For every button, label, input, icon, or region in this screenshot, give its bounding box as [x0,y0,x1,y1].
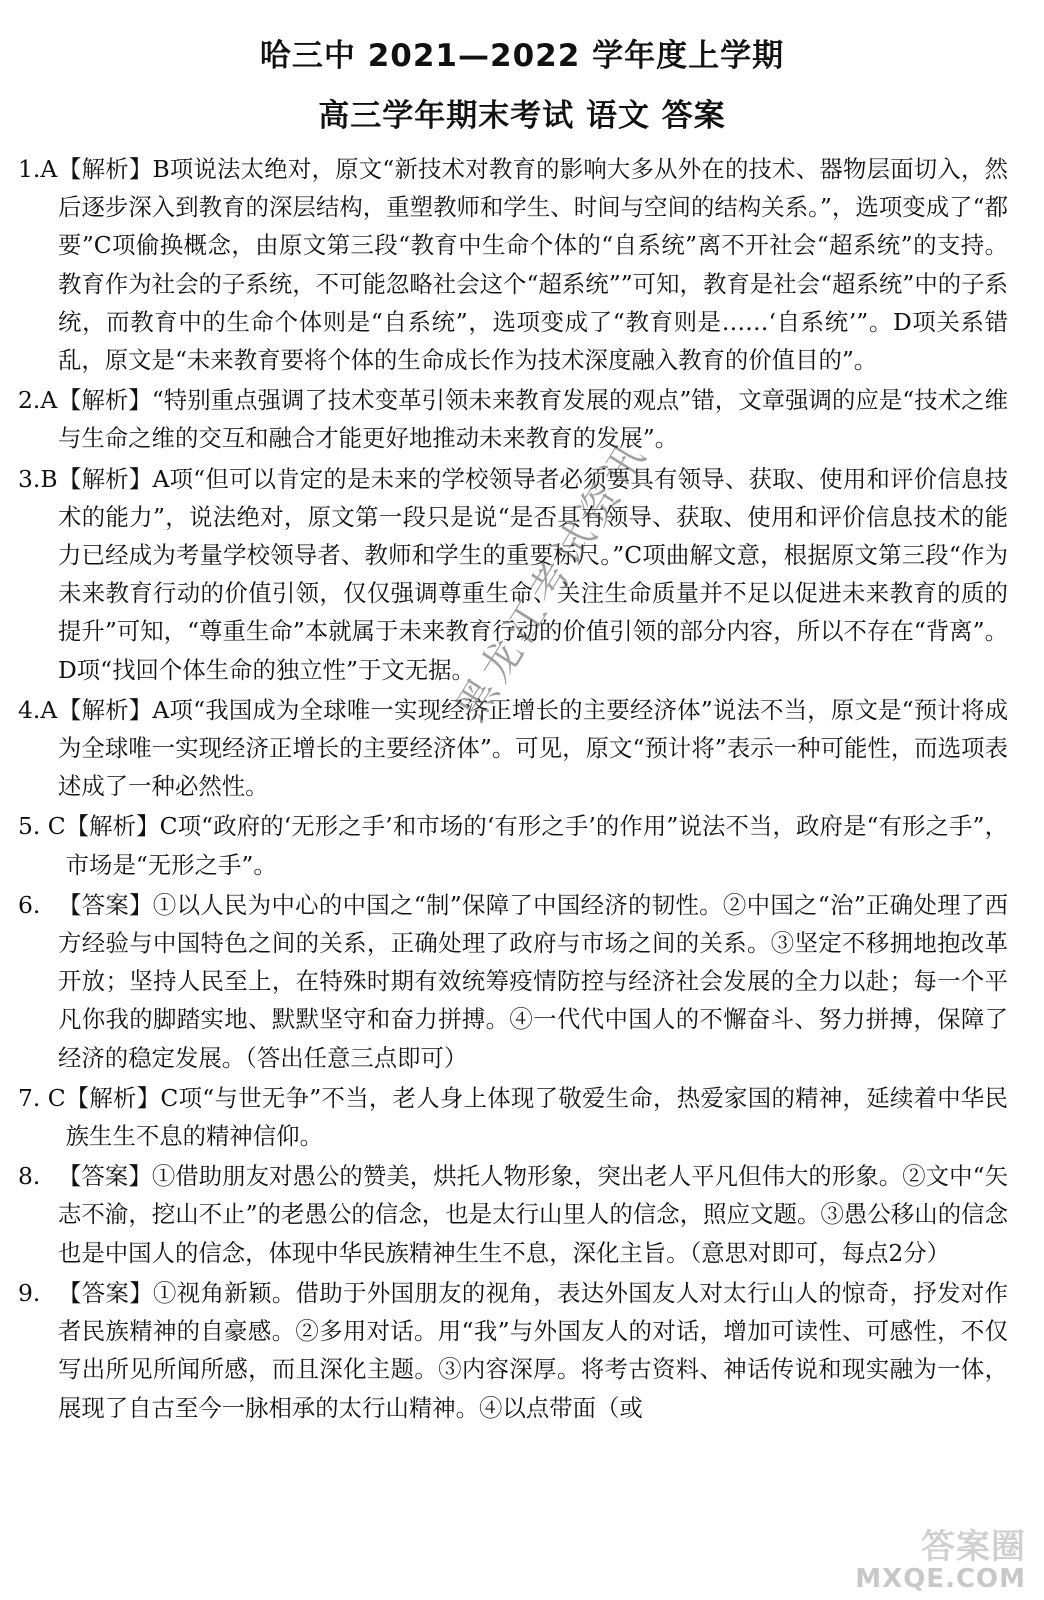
answer-list [18,150,1008,1429]
answer-item-7 [18,1079,1008,1155]
item-number: 7. C [18,1083,66,1112]
item-number: 8. [18,1162,56,1191]
document-subtitle: 高三学年期末考试 语文 答案 [318,98,726,134]
item-explanation: 【解析】B项说法太绝对，原文“新技术对教育的影响大多从外在的技术、器物层面切入，然后逐步深入到教育的深层结构，重塑教师和学生、时间与空间的结构关系。”，选项变成了“都要”C项偷换概念，由原文第三段“教育中生命个体的“自系统”离不开社会“超系统”的支持。教育作为社会的子系统，不可能忽略社会这个“超系统””可知，教育是社会“超系统”中的子系统，而教育中的生命个体则是“自系统”，选项变成了“教育则是……‘自系统’”。D项关系错乱，原文是“未来教育要将个体的生命成长作为技术深度融入教育的价值目的”。 [58,155,1009,375]
item-explanation: 【解析】“特别重点强调了技术变革引领未来教育发展的观点”错，文章强调的应是“技术之维与生命之维的交互和融合才能更好地推动未来教育的发展”。 [58,386,1008,453]
document-title: 哈三中 2021—2022 学年度上学期 [259,38,785,74]
item-explanation: 【答案】①视角新颖。借助于外国朋友的视角，表达外国友人对太行山人的惊奇，抒发对作者民族精神的自豪感。②多用对话。用“我”与外国友人的对话，增加可读性、可感性，不仅写出所见所闻所感，而且深化主题。③内容深厚。将考古资料、神话传说和现实融为一体，展现了自古至今一脉相承的太行山精神。④以点带面（或 [58,1278,1009,1422]
item-number: 9. [18,1278,56,1307]
item-explanation: 【解析】C项“政府的‘无形之手’和市场的‘有形之手’的作用”说法不当，政府是“有形之手”，市场是“无形之手”。 [65,812,1008,879]
item-number: 4.A [18,695,58,724]
watermark: 黑龙江考试资讯 [447,431,658,730]
answer-item-6 [18,886,1008,1077]
item-explanation: 【解析】A项“我国成为全球唯一实现经济正增长的主要经济体”说法不当，原文是“预计将成为全球唯一实现经济正增长的主要经济体”。可见，原文“预计将”表示一种可能性，而选项表述成了一种必然性。 [58,695,1009,801]
item-explanation: 【解析】A项“但可以肯定的是未来的学校领导者必须要具有领导、获取、使用和评价信息技术的能力”，说法绝对，原文第一段只是说“是否具有领导、获取、使用和评价信息技术的能力已经成为考量学校领导者、教师和学生的重要标尺。”C项曲解文意，根据原文第三段“作为未来教育行动的价值引领，仅仅强调尊重生命、关注生命质量并不足以促进未来教育的质的提升”可知，“尊重生命”本就属于未来教育行动的价值引领的部分内容，所以不存在“背离”。D项“找回个体生命的独立性”于文无据。 [58,464,1008,684]
site-logo: 答案圈 MXQE.COM [855,1527,1026,1594]
item-explanation: 【答案】①借助朋友对愚公的赞美，烘托人物形象，突出老人平凡但伟大的形象。②文中“矢志不渝，挖山不止”的老愚公的信念，也是太行山里人的信念，照应文题。③愚公移山的信念也是中国人的信念，体现中华民族精神生生不息，深化主旨。（意思对即可，每点2分） [58,1162,1008,1267]
answer-item-5 [18,807,1008,883]
answer-item-2 [18,381,1008,457]
item-number: 2.A [18,386,58,415]
item-explanation: 【答案】①以人民为中心的中国之“制”保障了中国经济的韧性。②中国之“治”正确处理了西方经验与中国特色之间的关系，正确处理了政府与市场之间的关系。③坚定不移拥地抱改革开放；坚持人民至上，在特殊时期有效统筹疫情防控与经济社会发展的全力以赴；每一个平凡你我的脚踏实地、默默坚守和奋力拼搏。④一代代中国人的不懈奋斗、努力拼搏，保障了经济的稳定发展。（答出任意三点即可） [58,890,1008,1072]
item-number: 5. C [18,812,66,841]
answer-item-4 [18,691,1008,806]
item-number: 6. [18,890,56,919]
item-explanation: 【解析】C项“与世无争”不当，老人身上体现了敬爱生命，热爱家国的精神，延续着中华民族生生不息的精神信仰。 [65,1083,1009,1151]
answer-item-1 [18,150,1008,379]
answer-item-9 [18,1274,1008,1427]
item-number: 1.A [18,155,58,183]
item-number: 3.B [18,464,58,493]
answer-item-8 [18,1157,1008,1272]
